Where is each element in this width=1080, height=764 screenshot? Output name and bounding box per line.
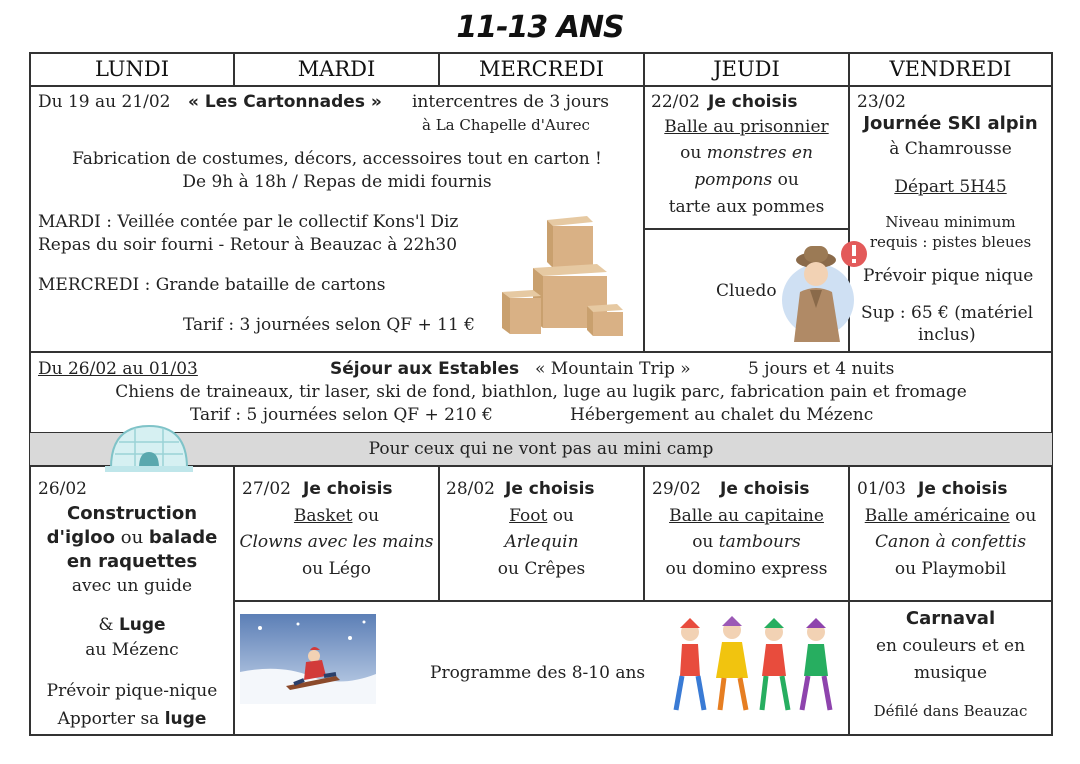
mardi2-opt3: Légo <box>328 559 372 579</box>
vendredi1-sup1: Sup : 65 € (matériel <box>861 303 1034 323</box>
jeudi1-opt2b-line <box>645 169 848 191</box>
jeudi1-ou2: ou <box>777 170 799 190</box>
jeudi1-ou1: ou <box>680 143 702 163</box>
lundi2-l4: avec un guide <box>71 576 193 596</box>
carnaval-l1: en couleurs et en <box>875 636 1026 656</box>
vendredi1-event: Journée SKI alpin <box>863 113 1038 134</box>
jeudi1-date: 22/02 <box>651 92 700 112</box>
jeudi1-opt2b: pompons <box>694 170 773 190</box>
jeudi1-opt1: Balle au prisonnier <box>664 117 829 137</box>
vendredi2-date: 01/03 <box>857 479 906 499</box>
vendredi2-ou1: ou <box>1015 506 1037 526</box>
mardi2-date: 27/02 <box>242 479 291 499</box>
cartonnades-place: à La Chapelle d'Aurec <box>422 116 590 134</box>
lundi2-l5-line <box>31 614 233 636</box>
cartonnades-tarif: Tarif : 3 journées selon QF + 11 € <box>183 315 475 335</box>
page-title: 11-13 ANS <box>456 10 624 45</box>
vendredi1-depart: Départ 5H45 <box>894 177 1007 197</box>
sejour-duration: 5 jours et 4 nuits <box>748 359 895 379</box>
header-jeudi: JEUDI <box>713 57 780 81</box>
sejour-name: Séjour aux Estables <box>330 359 520 379</box>
vendredi1-date: 23/02 <box>857 92 906 112</box>
header-mercredi: MERCREDI <box>479 57 604 81</box>
lundi2-date: 26/02 <box>38 479 87 499</box>
carnaval-l2: musique <box>913 663 988 683</box>
jeudi2-opt2-line <box>645 531 848 553</box>
header-lundi: LUNDI <box>94 57 169 81</box>
jeudi1-choose: Je choisis <box>708 92 798 112</box>
lundi2-l2a: d'igloo <box>46 527 115 548</box>
mercredi2-opt2: Arlequin <box>504 532 579 552</box>
jeudi2-date: 29/02 <box>652 479 701 499</box>
vendredi2-opt2: Canon à confettis <box>874 532 1027 552</box>
carnaval-title: Carnaval <box>905 608 996 629</box>
mardi2-opt1-line <box>235 505 438 527</box>
vendredi2-ou2: ou <box>894 559 917 579</box>
header-mardi: MARDI <box>297 57 376 81</box>
vendredi2-opt1-line <box>850 505 1051 527</box>
jeudi1-opt2-line <box>645 142 848 164</box>
jeudi2-ou2: ou <box>665 559 687 579</box>
programme-text: Programme des 8-10 ans <box>430 663 646 683</box>
vendredi2-opt1: Balle américaine <box>864 506 1010 526</box>
sejour-trip: « Mountain Trip » <box>535 359 691 379</box>
mardi2-ou1: ou <box>357 506 380 526</box>
lundi2-l8-line <box>31 708 233 730</box>
lundi2-l2-line <box>31 527 233 549</box>
mercredi2-opt3-line <box>440 558 643 580</box>
cartonnades-desc1: Fabrication de costumes, décors, accessoires tout en carton ! <box>72 149 602 169</box>
mardi2-opt3-line <box>235 558 438 580</box>
lundi2-l5a: & <box>98 615 119 635</box>
lundi2-l2c: balade <box>148 527 218 548</box>
sledding-icon <box>240 614 376 704</box>
jeudi2-opt3-line <box>645 558 848 580</box>
header-vendredi: VENDREDI <box>889 57 1012 81</box>
lundi2-l8a: Apporter sa <box>57 709 165 729</box>
vendredi1-niveau1: Niveau minimum <box>885 213 1016 231</box>
lundi2-l2b: ou <box>120 527 144 548</box>
vendredi1-niveau2: requis : pistes bleues <box>869 233 1032 251</box>
mercredi2-opt3: Crêpes <box>524 559 586 579</box>
mercredi2-ou1: ou <box>552 506 574 526</box>
jeudi2-opt3: domino express <box>692 559 828 579</box>
vendredi1-place: à Chamrousse <box>889 139 1012 159</box>
jeudi2-opt2: tambours <box>718 532 801 552</box>
mardi2-opt1: Basket <box>293 506 353 526</box>
cartonnades-name: « Les Cartonnades » <box>188 92 382 112</box>
cluedo-label: Cluedo <box>716 281 777 301</box>
mardi2-choose: Je choisis <box>303 479 393 499</box>
sejour-activities: Chiens de traineaux, tir laser, ski de fond, biathlon, luge au lugik parc, fabrication pain et fromage <box>115 382 967 402</box>
sejour-hebergement: Hébergement au chalet du Mézenc <box>570 405 874 425</box>
lundi2-l3: en raquettes <box>66 551 198 572</box>
cartonnades-mercredi: MERCREDI : Grande bataille de cartons <box>38 275 386 295</box>
mardi2-opt2: Clowns avec les mains <box>239 532 434 552</box>
jeudi1-opt2a: monstres en <box>706 143 813 163</box>
cartonnades-mardi1: MARDI : Veillée contée par le collectif Kons'l Diz <box>38 212 459 232</box>
mercredi2-opt1: Foot <box>509 506 548 526</box>
jeudi1-opt3: tarte aux pommes <box>668 197 825 217</box>
sejour-dates: Du 26/02 au 01/03 <box>38 359 198 379</box>
mercredi2-opt1-line <box>440 505 643 527</box>
lundi2-l1: Construction <box>66 503 198 524</box>
carnival-dancers-icon <box>670 616 842 716</box>
cartonnades-info: intercentres de 3 jours <box>412 92 609 112</box>
vendredi2-opt3-line <box>850 558 1051 580</box>
mercredi2-choose: Je choisis <box>505 479 595 499</box>
detective-icon <box>780 238 870 346</box>
cartonnades-dates: Du 19 au 21/02 <box>38 92 171 112</box>
lundi2-l5b: Luge <box>118 615 166 635</box>
igloo-icon <box>105 422 193 474</box>
vendredi1-prevoir: Prévoir pique nique <box>863 266 1034 286</box>
lundi2-l7: Prévoir pique-nique <box>46 681 218 701</box>
mercredi2-ou2: ou <box>497 559 519 579</box>
jeudi2-choose: Je choisis <box>720 479 810 499</box>
vendredi1-sup2: inclus) <box>918 325 976 345</box>
jeudi2-ou1: ou <box>692 532 714 552</box>
carnaval-l3: Défilé dans Beauzac <box>873 702 1028 720</box>
vendredi2-choose: Je choisis <box>918 479 1008 499</box>
sejour-tarif: Tarif : 5 journées selon QF + 210 € <box>190 405 493 425</box>
lundi2-l6: au Mézenc <box>85 640 179 660</box>
mardi2-ou2: ou <box>301 559 324 579</box>
cardboard-boxes-icon <box>497 210 627 338</box>
jeudi2-opt1: Balle au capitaine <box>669 506 824 526</box>
minicamp-banner-text: Pour ceux qui ne vont pas au mini camp <box>368 439 714 459</box>
cartonnades-mardi2: Repas du soir fourni - Retour à Beauzac à 22h30 <box>38 235 458 255</box>
mercredi2-date: 28/02 <box>446 479 495 499</box>
vendredi2-opt3: Playmobil <box>921 559 1007 579</box>
lundi2-l8b: luge <box>164 709 207 729</box>
cartonnades-desc2: De 9h à 18h / Repas de midi fournis <box>182 172 492 192</box>
